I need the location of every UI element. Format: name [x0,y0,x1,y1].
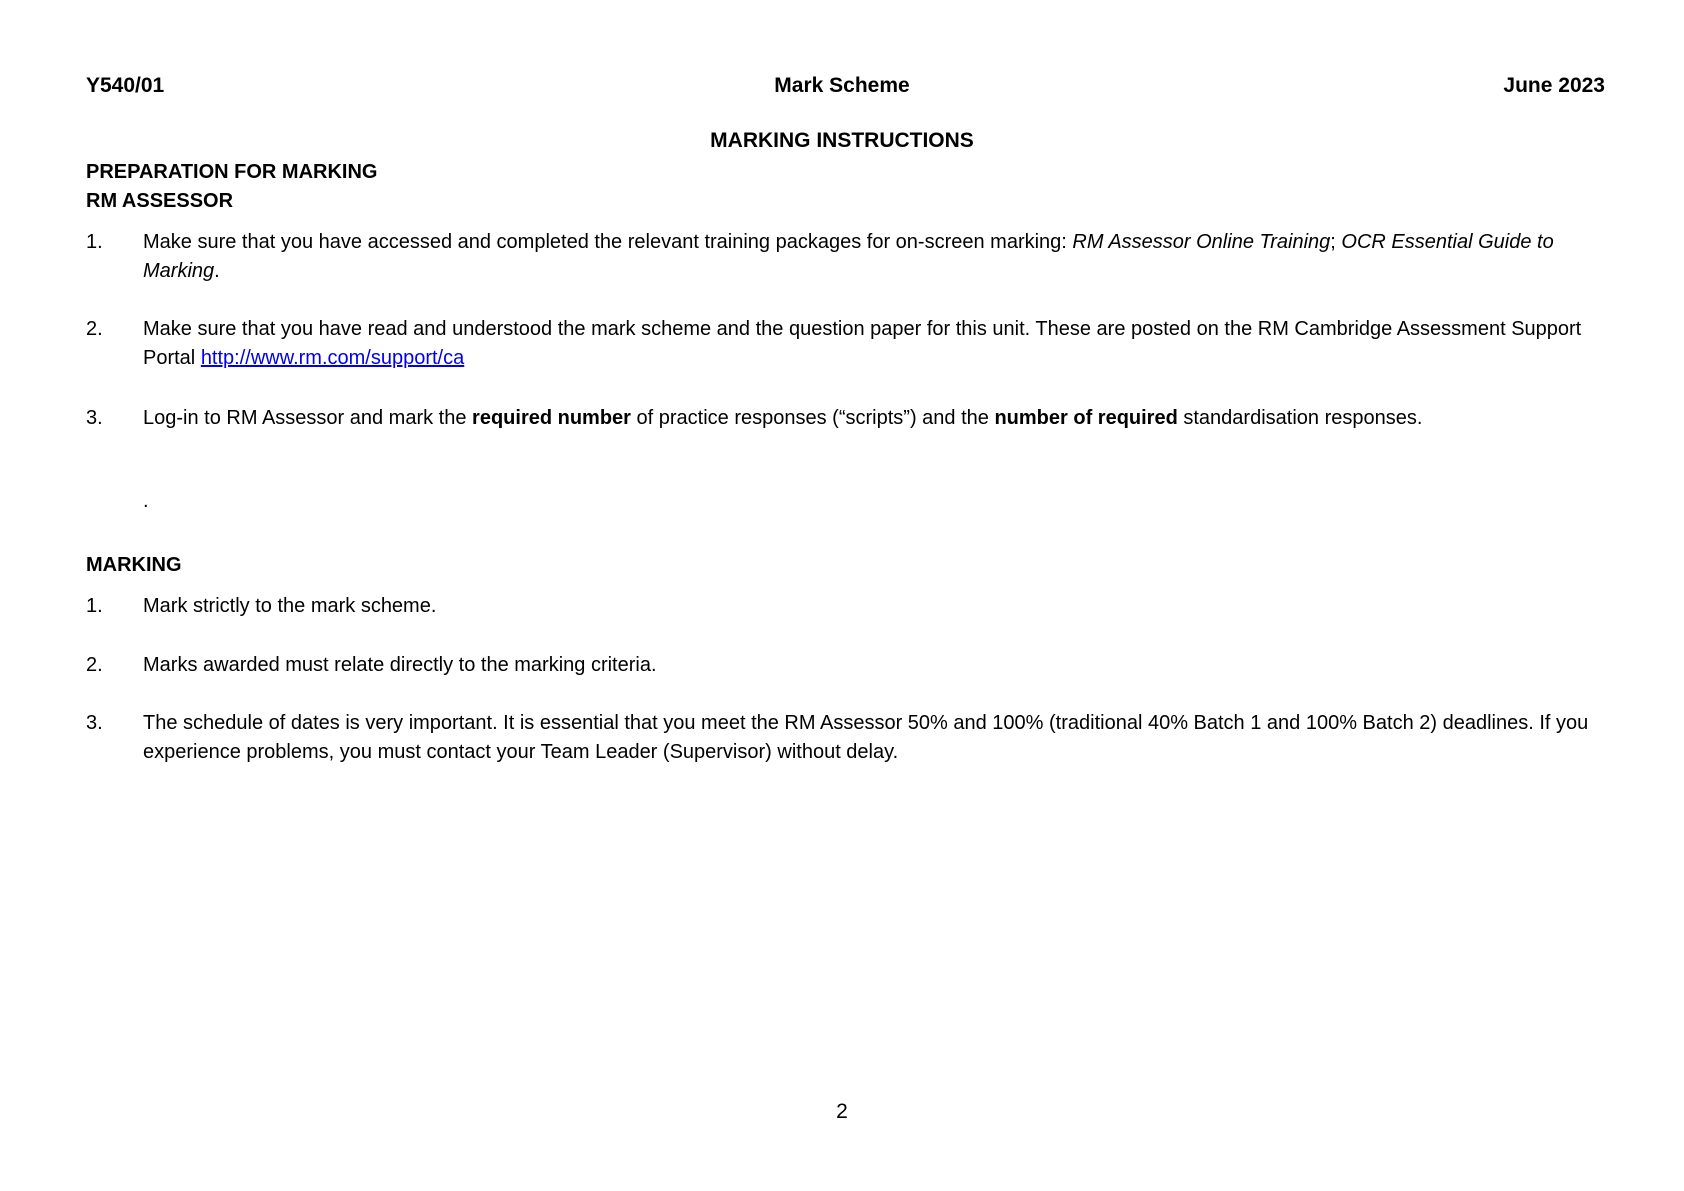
training-title: RM Assessor Online Training [1072,231,1331,253]
preparation-heading: PREPARATION FOR MARKING [86,161,378,183]
text-run: Make sure that you have accessed and completed the relevant training packages for on-screen marking: [143,231,1073,253]
marking-item-2 [86,651,1606,680]
item-number: 3. [86,712,103,734]
item-number: 1. [86,231,103,253]
item-number: 1. [86,595,103,617]
text-run: Log-in to RM Assessor and mark the [143,407,473,429]
page-number: 2 [836,1100,848,1123]
support-portal-link[interactable]: http://www.rm.com/support/ca [200,347,465,369]
item-text [143,315,1606,373]
preparation-item-1 [86,228,1606,286]
item-text [143,228,1606,286]
item-text: The schedule of dates is very important. It is essential that you meet the RM Assessor 50% and 100% (traditional 40% Batch 1 and 100% Batch 2) deadlines. If you experience problems, you must contact your Team Leader (Supervisor) without delay. [143,712,1589,763]
preparation-item-3 [86,404,1606,433]
rm-assessor-heading: RM ASSESSOR [86,190,234,212]
exam-session: June 2023 [1503,74,1605,97]
emphasis-required-number: required number [472,407,631,429]
guide-title: OCR Essential Guide to Marking [143,231,1554,282]
stray-dot: . [143,490,149,512]
text-run: standardisation responses. [1177,407,1423,429]
paper-code: Y540/01 [86,74,165,97]
item-number: 2. [86,318,103,340]
section-title: MARKING INSTRUCTIONS [710,129,974,152]
marking-item-1 [86,592,1606,621]
marking-heading: MARKING [86,554,182,576]
preparation-item-2 [86,315,1606,373]
text-run: ; [1330,231,1342,253]
item-text: Marks awarded must relate directly to the marking criteria. [143,654,657,676]
text-run: Make sure that you have read and understood the mark scheme and the question paper for this unit. These are posted on the RM Cambridge Assessment Support Portal [143,318,1582,369]
text-run: of practice responses (“scripts”) and the [630,407,995,429]
emphasis-number-of-required: number of required [994,407,1178,429]
document-title: Mark Scheme [774,74,910,97]
marking-item-3 [86,709,1606,767]
item-text [143,404,1606,433]
text-run: . [214,260,220,282]
item-number: 2. [86,654,103,676]
item-number: 3. [86,407,103,429]
item-text: Mark strictly to the mark scheme. [143,595,437,617]
